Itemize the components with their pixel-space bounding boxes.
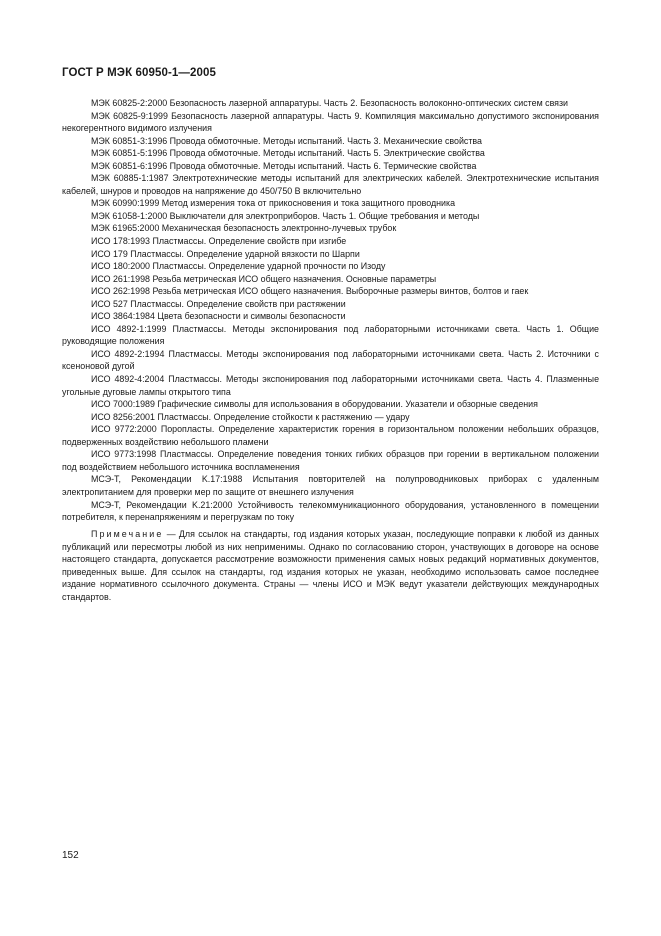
reference-item: МЭК 60851-3:1996 Провода обмоточные. Методы испытаний. Часть 3. Механические свойства: [91, 135, 482, 146]
reference-item: ИСО 8256:2001 Пластмассы. Определение стойкости к растяжению — удару: [91, 411, 410, 422]
reference-item: ИСО 180:2000 Пластмассы. Определение ударной прочности по Изоду: [91, 261, 386, 272]
note-dash: —: [163, 529, 179, 539]
reference-item: МЭК 60990:1999 Метод измерения тока от прикосновения и тока защитного проводника: [91, 198, 456, 209]
reference-item: МЭК 61058-1:2000 Выключатели для электроприборов. Часть 1. Общие требования и методы: [91, 210, 480, 221]
reference-item: МЭК 60851-5:1996 Провода обмоточные. Методы испытаний. Часть 5. Электрические свойства: [91, 148, 485, 159]
reference-item: МСЭ-Т, Рекомендации K.21:2000 Устойчивость телекоммуникационного оборудования, установленного в помещении потребителя, к перенапряжениям и перегрузкам по току: [62, 499, 599, 523]
reference-item: ИСО 4892-4:2004 Пластмассы. Методы экспонирования под лабораторными источниками света. Часть 4. Плазменные угольные дуговые лампы открытого типа: [62, 374, 599, 397]
reference-item: ИСО 4892-2:1994 Пластмассы. Методы экспонирования под лабораторными источниками света. Часть 2. Источники с ксеноновой дугой: [62, 348, 599, 372]
note-label: Примечание: [91, 529, 164, 539]
reference-item: МЭК 60825-2:2000 Безопасность лазерной аппаратуры. Часть 2. Безопасность волоконно-оптических систем связи: [91, 98, 569, 108]
reference-item: ИСО 4892-1:1999 Пластмассы. Методы экспонирования под лабораторными источниками света. Часть 1. Общие руководящие положения: [62, 323, 599, 347]
reference-list: [62, 97, 599, 524]
reference-item: ИСО 9772:2000 Поропласты. Определение характеристик горения в горизонтальном положении небольших образцов, подверженных воздействию небольшого пламени: [62, 424, 599, 447]
reference-item: МЭК 60825-9:1999 Безопасность лазерной аппаратуры. Часть 9. Компиляция максимально допустимого экспонирования некогерентного видимого излучения: [62, 110, 599, 134]
note-paragraph: [62, 528, 599, 604]
note-text: Для ссылок на стандарты, год издания которых указан, последующие поправки к любой из данных публикаций или пересмотры любой из них неприменимы. Однако по согласованию сторон, участвующих в договоре на основе настоящего стандарта, допускается рассмотрение возможности применения самых новых редакций нормативных документов, приведенных выше. Для ссылок на стандарты, год издания которых не указан, необходимо использовать самое последнее издание нормативного ссылочного документа. Страны — члены ИСО и МЭК ведут указатели действующих международных стандартов.: [62, 529, 599, 602]
document-header: ГОСТ Р МЭК 60950-1—2005: [62, 67, 216, 79]
reference-item: МЭК 60885-1:1987 Электротехнические методы испытаний для электрических кабелей. Электротехнические испытания кабелей, шнуров и проводов на напряжение до 450/750 В включительно: [62, 173, 599, 196]
reference-item: ИСО 261:1998 Резьба метрическая ИСО общего назначения. Основные параметры: [91, 273, 437, 284]
page-number: 152: [62, 850, 79, 861]
reference-item: ИСО 179 Пластмассы. Определение ударной вязкости по Шарпи: [91, 248, 360, 259]
reference-item: ИСО 262:1998 Резьба метрическая ИСО общего назначения. Выборочные размеры винтов, болтов и гаек: [91, 286, 529, 297]
reference-item: ИСО 527 Пластмассы. Определение свойств при растяжении: [91, 298, 346, 309]
reference-item: МСЭ-Т, Рекомендации K.17:1988 Испытания повторителей на полупроводниковых приборах с удаленным электропитанием для проверки мер по защите от внешнего излучения: [62, 474, 599, 497]
reference-item: ИСО 7000:1989 Графические символы для использования в оборудовании. Указатели и обзорные сведения: [91, 399, 538, 410]
reference-item: ИСО 3864:1984 Цвета безопасности и символы безопасности: [91, 311, 346, 322]
reference-item: ИСО 178:1993 Пластмассы. Определение свойств при изгибе: [91, 236, 347, 247]
reference-item: МЭК 61965:2000 Механическая безопасность электронно-лучевых трубок: [91, 223, 397, 234]
reference-item: МЭК 60851-6:1996 Провода обмоточные. Методы испытаний. Часть 6. Термические свойства: [91, 160, 477, 171]
reference-item: ИСО 9773:1998 Пластмассы. Определение поведения тонких гибких образцов при горении в вертикальном положении под воздействием небольшого источника воспламенения: [62, 449, 599, 472]
